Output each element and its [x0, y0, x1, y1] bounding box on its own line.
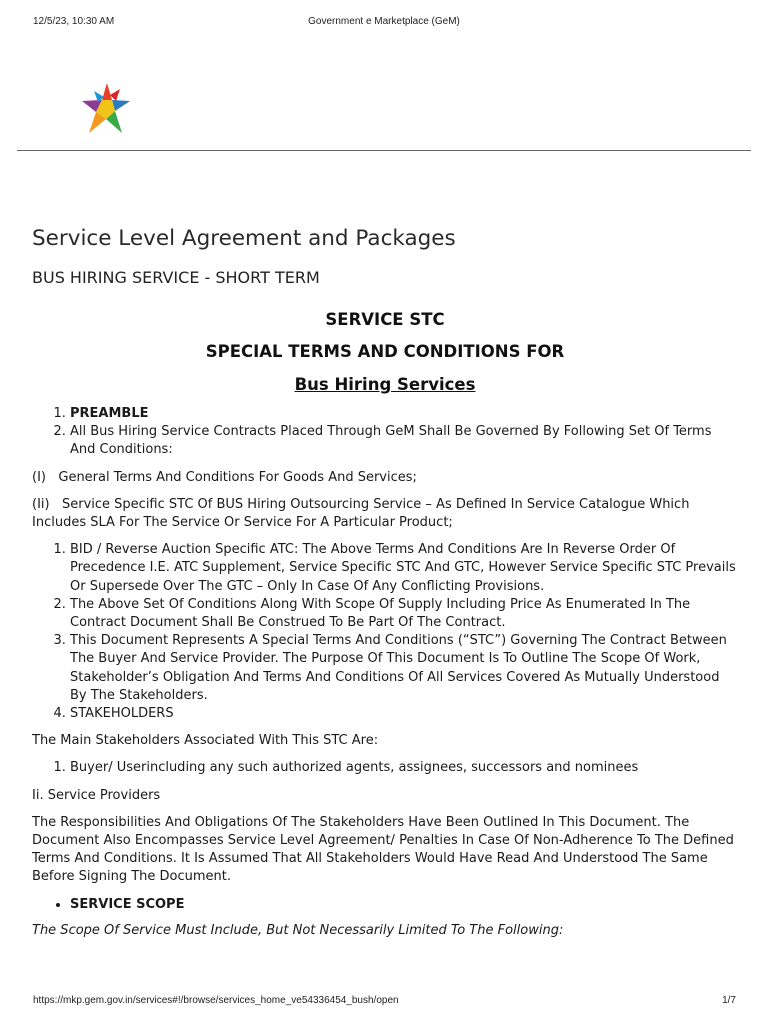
paragraph-scope: The Scope Of Service Must Include, But Not Necessarily Limited To The Following: [32, 922, 564, 938]
list-item: 1. BID / Reverse Auction Specific ATC: The Above Terms And Conditions Are In Reverse Order Of Precedence I.E. ATC Supplement, Service Specific STC And GTC, However Service Specific STC Prevails Or Supersede Over The GTC – Only In Case Of Any Conflicting Provisions. [70, 541, 738, 596]
service-scope-list [32, 896, 738, 914]
section-heading-bus-hiring: Bus Hiring Services [294, 375, 476, 394]
page-url: https://mkp.gem.gov.in/services#!/browse/services_home_ve54336454_bush/open [33, 995, 399, 1006]
paragraph-service-providers: Ii. Service Providers [32, 787, 161, 803]
preamble-list [32, 405, 738, 460]
list-item: 2. All Bus Hiring Service Contracts Placed Through GeM Shall Be Governed By Following Set Of Terms And Conditions: [70, 423, 738, 459]
conditions-list [32, 541, 738, 723]
stakeholders-list [32, 759, 738, 777]
page-title: Service Level Agreement and Packages [32, 226, 456, 251]
print-datetime: 12/5/23, 10:30 AM [33, 16, 115, 27]
section-heading-special-terms: SPECIAL TERMS AND CONDITIONS FOR [205, 342, 565, 361]
header-divider [17, 150, 751, 151]
gem-logo-icon [82, 83, 132, 137]
section-heading-stc: SERVICE STC [325, 310, 445, 329]
paragraph-service-specific: (Ii) Service Specific STC Of BUS Hiring Outsourcing Service – As Defined In Service Catalogue Which Includes SLA For The Service Or Service For A Particular Product; [32, 496, 690, 531]
list-item: 4. STAKEHOLDERS [70, 705, 738, 723]
document-body [32, 224, 738, 940]
browser-page-title: Government e Marketplace (GeM) [308, 16, 460, 27]
paragraph-main-stakeholders: The Main Stakeholders Associated With This STC Are: [32, 733, 379, 749]
preamble-label: PREAMBLE [70, 406, 149, 421]
paragraph-responsibilities: The Responsibilities And Obligations Of The Stakeholders Have Been Outlined In This Document. The Document Also Encompasses Service Level Agreement/ Penalties In Case Of Non-Adherence To The Defined Terms And Conditions. It Is Assumed That All Stakeholders Would Have Read And Understood The Same Before Signing The Document. [32, 814, 734, 885]
service-subtitle: BUS HIRING SERVICE - SHORT TERM [32, 268, 320, 287]
page-number: 1/7 [722, 995, 736, 1006]
list-item: 1. Buyer/ Userincluding any such authorized agents, assignees, successors and nominees [70, 759, 738, 777]
list-item: 3. This Document Represents A Special Terms And Conditions (“STC”) Governing The Contract Between The Buyer And Service Provider. The Purpose Of This Document Is To Outline The Scope Of Work, Stakeholder’s Obligation And Terms And Conditions Of All Services Covered As Mutually Understood By The Stakeholders. [70, 632, 738, 705]
list-item [70, 405, 738, 423]
list-item: 2. The Above Set Of Conditions Along With Scope Of Supply Including Price As Enumerated In The Contract Document Shall Be Construed To Be Part Of The Contract. [70, 596, 738, 632]
paragraph-general-terms: (I) General Terms And Conditions For Goods And Services; [32, 469, 417, 485]
list-item: • SERVICE SCOPE [70, 896, 738, 914]
